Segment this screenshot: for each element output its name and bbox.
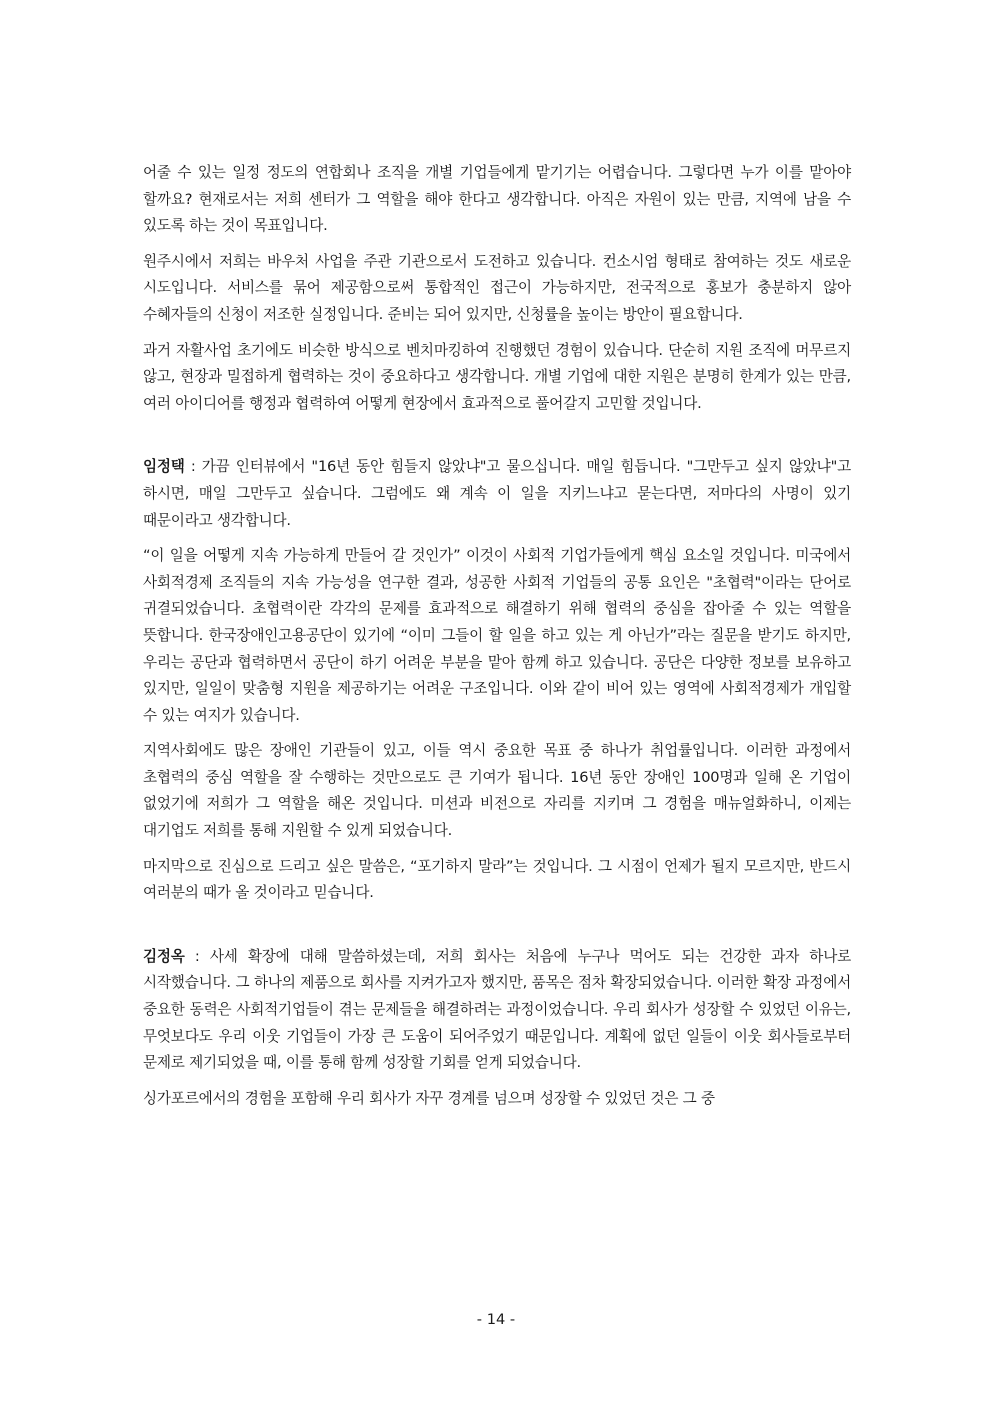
body-paragraph: “이 일을 어떻게 지속 가능하게 만들어 갈 것인가” 이것이 사회적 기업가들에게 핵심 요소일 것입니다. 미국에서 사회적경제 조직들의 지속 가능성을 연구한 결과, 성공한 사회적 기업들의 공통 요인은 "초협력"이라는 단어로 귀결되었습니다. 초협력이란 각각의 문제를 효과적으로 해결하기 위해 협력의 중심을 잡아줄 수 있는 역할을 뜻합니다. 한국장애인고용공단이 있기에 “이미 그들이 할 일을 하고 있는 게 아닌가”라는 질문을 받기도 하지만, 우리는 공단과 협력하면서 공단이 하기 어려운 부분을 맡아 함께 하고 있습니다. 공단은 다양한 정보를 보유하고 있지만, 일일이 맞춤형 지원을 제공하기는 어려운 구조입니다. 이와 같이 비어 있는 영역에 사회적경제가 개입할 수 있는 여지가 있습니다.	[143, 547, 851, 724]
page-number: - 14 -	[476, 1311, 516, 1328]
body-paragraph: 원주시에서 저희는 바우처 사업을 주관 기관으로서 도전하고 있습니다. 컨소시엄 형태로 참여하는 것도 새로운 시도입니다. 서비스를 묶어 제공함으로써 통합적인 접근이 가능하지만, 전국적으로 홍보가 충분하지 않아 수혜자들의 신청이 저조한 실정입니다. 준비는 되어 있지만, 신청률을 높이는 방안이 필요합니다.	[143, 252, 851, 323]
speaker-separator: :	[184, 947, 210, 965]
speaker-statement: 가끔 인터뷰에서 "16년 동안 힘들지 않았냐"고 물으십니다. 매일 힘듭니다. "그만두고 싶지 않았냐"고 하시면, 매일 그만두고 싶습니다. 그럼에도 왜 계속 이 일을 지키느냐고 묻는다면, 저마다의 사명이 있기 때문이라고 생각합니다.	[143, 458, 851, 529]
speaker-name: 김정옥	[143, 947, 185, 965]
speaker-statement: 사세 확장에 대해 말씀하셨는데, 저희 회사는 처음에 누구나 먹어도 되는 건강한 과자 하나로 시작했습니다. 그 하나의 제품으로 회사를 지켜가고자 했지만, 품목은 점차 확장되었습니다. 이러한 확장 과정에서 중요한 동력은 사회적기업들이 겪는 문제들을 해결하려는 과정이었습니다. 우리 회사가 성장할 수 있었던 이유는, 무엇보다도 우리 이웃 기업들이 가장 큰 도움이 되어주었기 때문입니다. 계획에 없던 일들이 이웃 회사들로부터 문제로 제기되었을 때, 이를 통해 함께 성장할 기회를 얻게 되었습니다.	[143, 947, 851, 1072]
section-spacer	[143, 916, 851, 944]
section-spacer	[143, 426, 851, 454]
speaker-paragraph	[143, 454, 851, 534]
body-paragraph: 어줄 수 있는 일정 정도의 연합회나 조직을 개별 기업들에게 맡기기는 어렵습니다. 그렇다면 누가 이를 맡아야 할까요? 현재로서는 저희 센터가 그 역할을 해야 한다고 생각합니다. 아직은 자원이 있는 만큼, 지역에 남을 수 있도록 하는 것이 목표입니다.	[143, 164, 851, 235]
body-paragraph: 싱가포르에서의 경험을 포함해 우리 회사가 자꾸 경계를 넘으며 성장할 수 있었던 것은 그 중	[143, 1089, 715, 1107]
body-paragraph: 지역사회에도 많은 장애인 기관들이 있고, 이들 역시 중요한 목표 중 하나가 취업률입니다. 이러한 과정에서 초협력의 중심 역할을 잘 수행하는 것만으로도 큰 기여가 됩니다. 16년 동안 장애인 100명과 일해 온 기업이 없었기에 저희가 그 역할을 해온 것입니다. 미션과 비전으로 자리를 지키며 그 경험을 매뉴얼화하니, 이제는 대기업도 저희를 통해 지원할 수 있게 되었습니다.	[143, 742, 851, 840]
speaker-paragraph	[143, 944, 851, 1077]
speaker-name: 임정택	[143, 458, 185, 476]
speaker-separator: :	[184, 458, 202, 476]
body-paragraph: 마지막으로 진심으로 드리고 싶은 말씀은, “포기하지 말라”는 것입니다. 그 시점이 언제가 될지 모르지만, 반드시 여러분의 때가 올 것이라고 믿습니다.	[143, 857, 851, 902]
body-paragraph: 과거 자활사업 초기에도 비슷한 방식으로 벤치마킹하여 진행했던 경험이 있습니다. 단순히 지원 조직에 머무르지 않고, 현장과 밀접하게 협력하는 것이 중요하다고 생각합니다. 개별 기업에 대한 지원은 분명히 한계가 있는 만큼, 여러 아이디어를 행정과 협력하여 어떻게 현장에서 효과적으로 풀어갈지 고민할 것입니다.	[143, 341, 851, 412]
page-body	[143, 160, 851, 1121]
